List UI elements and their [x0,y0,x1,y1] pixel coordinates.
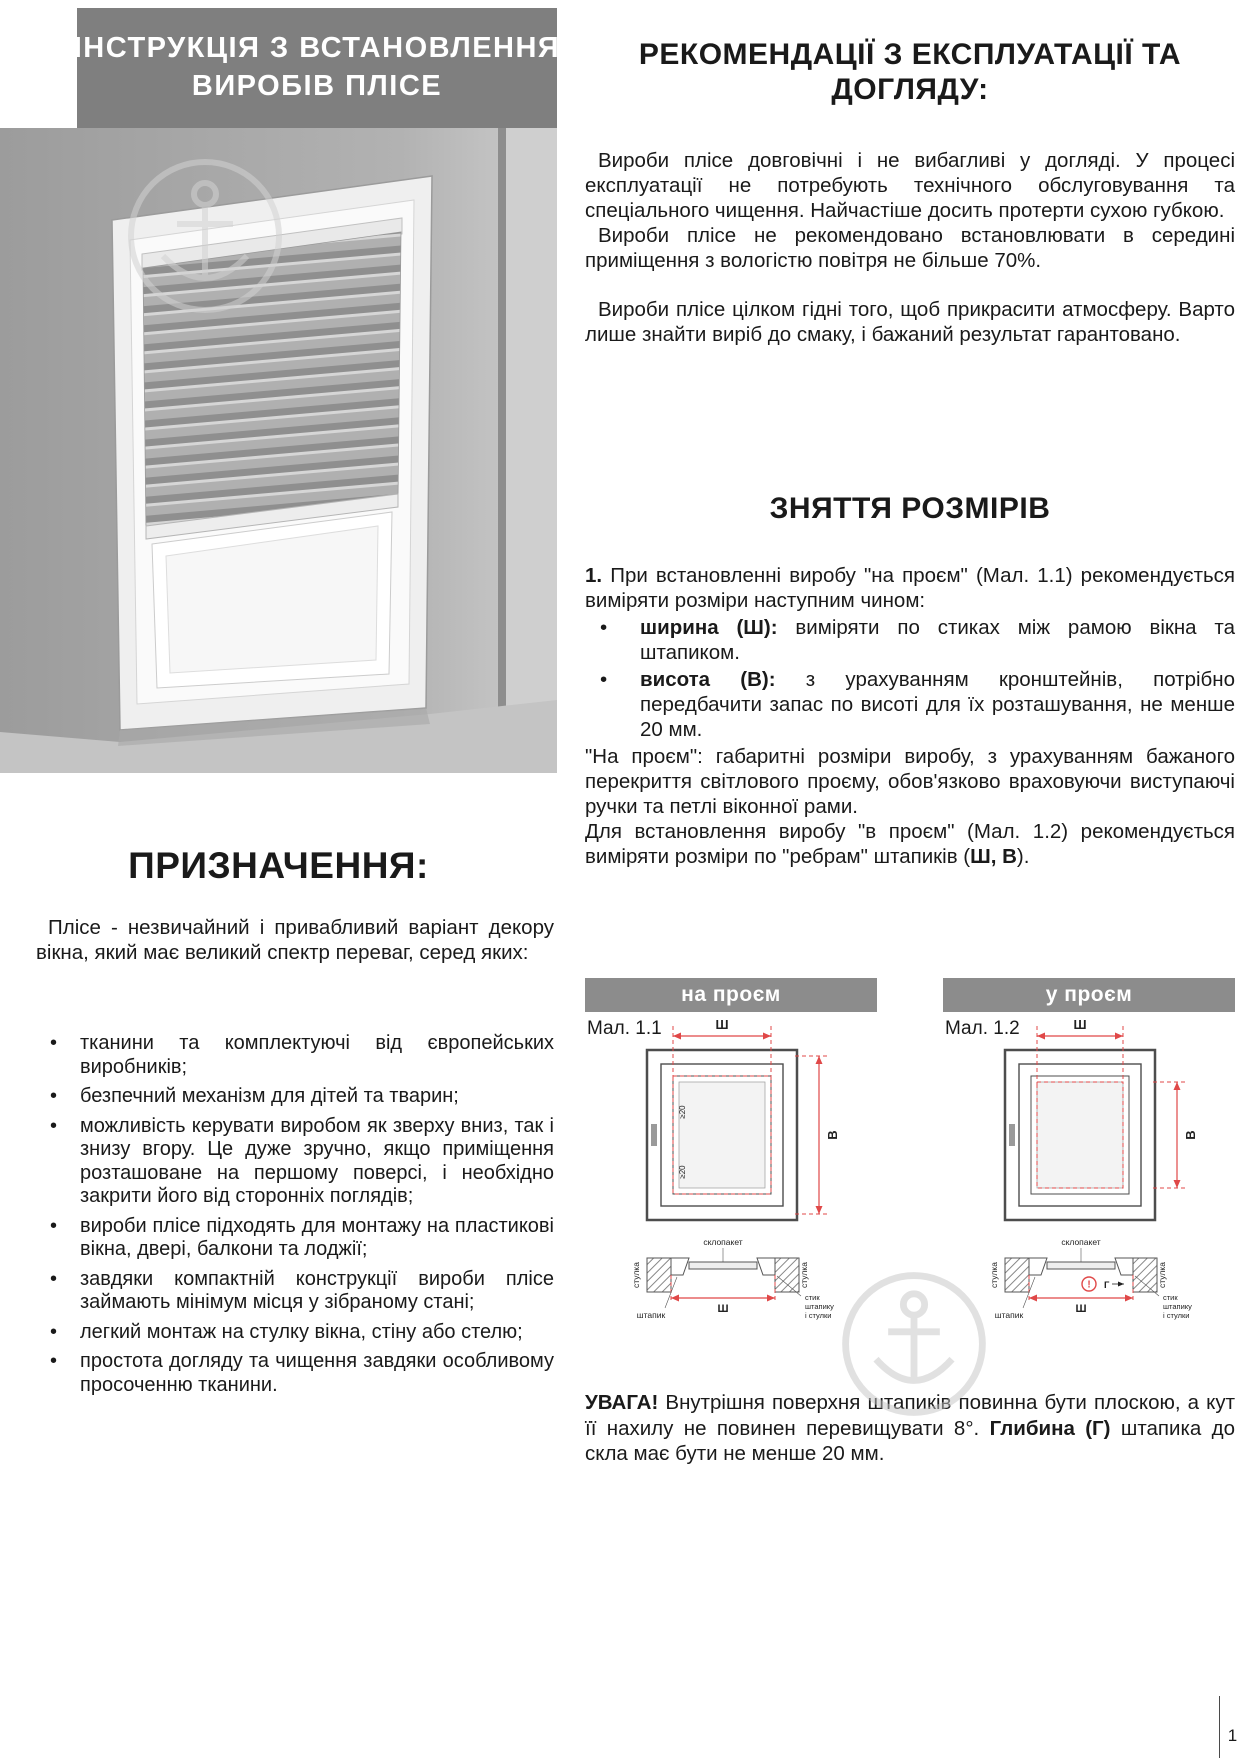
window-measuring-diagram-2 [943,1012,1235,1324]
page-number-footer [1219,1696,1245,1758]
measure-p3-text: Для встановлення виробу "в проєм" (Мал. 1.2) рекомендується виміряти розміри по "ребрам" штапиків ( [585,820,1235,868]
svg-text:штапику: штапику [1163,1302,1192,1311]
window-measuring-diagram-1 [585,1012,877,1324]
window-blind-photo [0,128,557,773]
step-text: При встановленні виробу "на проєм" (Мал. 1.1) рекомендується виміряти розміри наступним чином: [585,564,1235,612]
warning-paragraph [585,1390,1235,1467]
svg-text:Ш: Ш [717,1303,729,1315]
figure-label: Мал. 1.1 [587,1018,662,1039]
svg-text:Ш: Ш [715,1017,729,1032]
diagram-header: на проєм [585,978,877,1012]
svg-text:Ш: Ш [1075,1303,1087,1315]
list-item: • можливість керувати виробом як зверху вниз, так і знизу вгору. Це дуже зручно, якщо приміщення розташоване на першому поверсі, і необхідно закрити його від сторонніх поглядів; [42,1115,554,1209]
svg-text:штапику: штапику [805,1302,834,1311]
list-item: • легкий монтаж на стулку вікна, стіну або стелю; [42,1321,554,1345]
figure-label: Мал. 1.2 [945,1018,1020,1039]
svg-text:Г: Г [1104,1280,1110,1291]
measuring-diagrams [585,978,1235,1329]
instruction-title-banner [73,8,561,128]
list-item [585,667,1235,742]
warning-depth-term: Глибина (Г) [989,1416,1111,1440]
diagram-panel-on-opening [585,978,877,1329]
width-term: ширина (Ш): [640,616,778,639]
svg-text:склопакет: склопакет [703,1237,743,1247]
svg-text:склопакет: склопакет [1061,1237,1101,1247]
diagram-header: у проєм [943,978,1235,1012]
measure-list [585,615,1235,742]
list-item: • тканини та комплектуючі від європейських виробників; [42,1032,554,1079]
measure-paragraph-3 [585,819,1235,869]
diagram-body [585,1012,877,1329]
svg-text:В: В [1183,1130,1198,1140]
care-paragraph-3: Вироби плісе цілком гідні того, щоб прикрасити атмосферу. Варто лише знайти виріб до смаку, і бажаний результат гарантовано. [585,298,1235,346]
page-number: 1 [1227,1726,1238,1745]
measuring-title: ЗНЯТТЯ РОЗМІРІВ [769,492,1051,525]
height-definition: з урахуванням кронштейнів, потрібно передбачити запас по висоті для їх розташування, не менше 20 мм. [640,668,1235,741]
list-item: • безпечний механізм для дітей та тварин; [42,1085,554,1109]
svg-text:!: ! [1087,1279,1091,1291]
svg-text:Ш: Ш [1073,1017,1087,1032]
warning-text-1: Внутрішня поверхня штапиків повинна бути плоскою, а кут її нахилу не повинен перевищувати 8°. [585,1391,1235,1440]
list-item: • завдяки компактній конструкції вироби плісе займають мінімум місця у зібраному стані; [42,1268,554,1315]
left-column [0,0,561,1758]
measure-step [585,563,1235,613]
svg-text:і стулки: і стулки [805,1311,832,1320]
svg-text:і стулки: і стулки [1163,1311,1190,1320]
svg-text:стик: стик [805,1293,820,1302]
svg-text:≥20: ≥20 [678,1105,687,1119]
measure-p3-close: ). [1016,845,1030,868]
svg-text:стулка: стулка [989,1262,999,1288]
care-title: РЕКОМЕНДАЦІЇ З ЕКСПЛУАТАЦІЇ ТА ДОГЛЯДУ: [638,38,1182,106]
diagram-body [943,1012,1235,1329]
purpose-list [42,1032,554,1403]
diagram-panel-in-opening [943,978,1235,1329]
step-number: 1. [585,564,603,587]
svg-text:стик: стик [1163,1293,1178,1302]
svg-text:≥20: ≥20 [678,1165,687,1179]
svg-text:В: В [825,1130,840,1140]
warning-text-2: штапика до скла має бути не менше 20 мм. [585,1416,1235,1465]
purpose-title: ПРИЗНАЧЕННЯ: [128,845,429,886]
measure-p3-dims: Ш, В [970,845,1017,868]
care-paragraph-2: Вироби плісе не рекомендовано встановлювати в середині приміщення з вологістю повітря не більше 70%. [585,224,1235,272]
svg-text:штапик: штапик [994,1310,1024,1320]
width-definition: виміряти по стиках між рамою вікна та штапиком. [640,616,1235,664]
pleated-blind [143,232,401,532]
list-item [585,615,1235,665]
purpose-intro: Плісе - незвичайний і привабливий варіант декору вікна, який має великий спектр переваг, серед яких: [36,916,554,964]
svg-text:стулка: стулка [631,1262,641,1288]
measure-paragraph-2: "На проєм": габаритні розміри виробу, з урахуванням бажаного перекриття світлового проєму, обов'язково враховуючи виступаючі ручки та петлі віконної рами. [585,745,1235,818]
measuring-section [585,563,1235,869]
svg-text:стулка: стулка [799,1262,809,1288]
svg-text:стулка: стулка [1157,1262,1167,1288]
right-column [585,0,1238,1758]
svg-text:штапик: штапик [636,1310,666,1320]
banner-line-2: ВИРОБІВ ПЛІСЕ [191,70,443,102]
care-paragraph-1: Вироби плісе довговічні і не вибагливі у догляді. У процесі експлуатації не потребують технічного обслуговування та спеціального чищення. Найчастіше досить протерти сухою губкою. [585,149,1235,222]
list-item: • вироби плісе підходять для монтажу на пластикові вікна, двері, балкони та лоджії; [42,1215,554,1262]
window-blind-illustration [0,128,557,773]
list-item: • простота догляду та чищення завдяки особливому просоченню тканини. [42,1350,554,1397]
warning-label: УВАГА! [585,1391,659,1414]
banner-line-1: ІНСТРУКЦІЯ З ВСТАНОВЛЕННЯ [73,32,561,65]
height-term: висота (В): [640,668,776,691]
care-section [585,148,1235,347]
